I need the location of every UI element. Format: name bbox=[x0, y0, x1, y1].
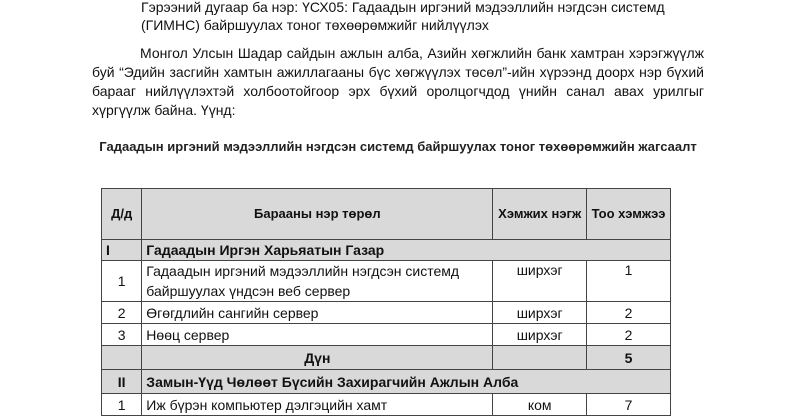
contract-line-2: (ГИМНС) байршуулах тоног төхөөрөмжийг нийлүүлэх bbox=[141, 17, 489, 33]
sum-row-1 bbox=[102, 346, 671, 370]
header-qty: Тоо хэмжээ bbox=[587, 189, 671, 240]
table-row bbox=[102, 394, 671, 416]
row-name: Өгөгдлийн сангийн сервер bbox=[142, 302, 493, 324]
row-qty: 7 bbox=[587, 394, 671, 416]
goods-table bbox=[101, 188, 671, 416]
row-unit: ком bbox=[493, 394, 587, 416]
row-name: Гадаадын иргэний мэдээллийн нэгдсэн системд байршуулах үндсэн веб сервер bbox=[142, 261, 493, 302]
row-num: 3 bbox=[102, 324, 142, 346]
section-2-num: II bbox=[102, 370, 142, 394]
section-1-title: Гадаадын Иргэн Харьяатын Газар bbox=[142, 240, 671, 261]
row-name: Иж бүрэн компьютер дэлгэцийн хамт bbox=[142, 394, 493, 416]
row-qty: 1 bbox=[587, 261, 671, 302]
table-row bbox=[102, 261, 671, 302]
row-qty: 2 bbox=[587, 302, 671, 324]
invitation-paragraph: Монгол Улсын Шадар сайдын ажлын алба, Азийн хөгжлийн банк хамтран хэрэгжүүлж буй “Эдийн засгийн хамтын ажиллагааны бүс хөгжүүлэх төсөл”-ийн хүрээнд доорх нэр бүхий барааг нийлүүлэхтэй холбоотойгоор эрх бүхий оролцогчдод үнийн санал авах урилгыг хүргүүлж байна. Үүнд: bbox=[92, 45, 704, 118]
section-2-title: Замын-Үүд Чөлөөт Бүсийн Захирагчийн Ажлын Алба bbox=[142, 370, 671, 394]
sum-1-label: Дүн bbox=[142, 346, 493, 370]
row-unit: ширхэг bbox=[493, 302, 587, 324]
row-unit: ширхэг bbox=[493, 261, 587, 302]
section-row-1 bbox=[102, 240, 671, 261]
contract-line-1: Гэрээний дугаар ба нэр: ҮСХ05: Гадаадын иргэний мэдээллийн нэгдсэн системд bbox=[141, 0, 665, 15]
header-unit: Хэмжих нэгж bbox=[493, 189, 587, 240]
row-name: Нөөц сервер bbox=[142, 324, 493, 346]
row-num: 1 bbox=[102, 261, 142, 302]
sum-1-qty: 5 bbox=[587, 346, 671, 370]
row-num: 2 bbox=[102, 302, 142, 324]
section-row-2 bbox=[102, 370, 671, 394]
table-row bbox=[102, 302, 671, 324]
section-1-num: I bbox=[102, 240, 142, 261]
row-num: 1 bbox=[102, 394, 142, 416]
header-num: Д/д bbox=[102, 189, 142, 240]
table-caption: Гадаадын иргэний мэдээллийн нэгдсэн системд байршуулах тоног төхөөрөмжийн жагсаалт bbox=[99, 139, 697, 154]
table-row bbox=[102, 324, 671, 346]
header-name: Барааны нэр төрөл bbox=[142, 189, 493, 240]
row-unit: ширхэг bbox=[493, 324, 587, 346]
row-qty: 2 bbox=[587, 324, 671, 346]
table-header-row bbox=[102, 189, 671, 240]
